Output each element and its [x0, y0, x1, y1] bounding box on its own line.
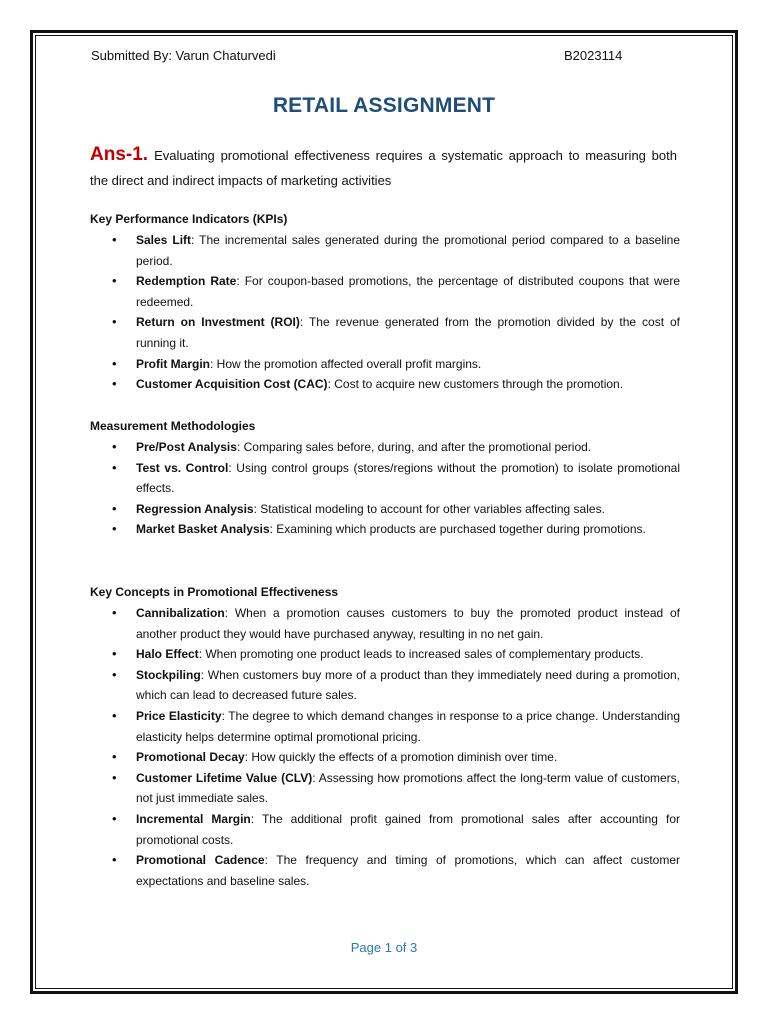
list-item: • Halo Effect: When promoting one product leads to increased sales of complementary products.	[90, 644, 680, 665]
list-item: • Return on Investment (ROI): The revenue generated from the promotion divided by the cost of running it.	[112, 314, 680, 350]
bullet-icon: •	[112, 852, 117, 868]
bullet-list	[90, 230, 680, 395]
list-item: • Customer Acquisition Cost (CAC): Cost to acquire new customers through the promotion.	[90, 374, 680, 395]
page-number: Page 1 of 3	[350, 940, 418, 955]
section-methodologies	[90, 417, 680, 540]
list-item: • Sales Lift: The incremental sales generated during the promotional period compared to a baseline period.	[112, 232, 681, 268]
list-item: • Customer Lifetime Value (CLV): Assessing how promotions affect the long-term value of customers, not just immediate sales.	[112, 769, 680, 806]
list-item: • Price Elasticity: The degree to which demand changes in response to a price change. Understanding elasticity helps determine optimal promotional pricing.	[112, 707, 681, 744]
bullet-icon: •	[112, 810, 117, 826]
bullet-icon: •	[112, 521, 117, 537]
bullet-icon: •	[112, 459, 117, 475]
answer-label: Ans-1.	[90, 144, 149, 165]
list-item: • Promotional Decay: How quickly the effects of a promotion diminish over time.	[90, 747, 680, 768]
bullet-icon: •	[112, 273, 117, 289]
bullet-icon: •	[112, 646, 117, 662]
document-title: RETAIL ASSIGNMENT	[272, 94, 496, 117]
answer-intro	[90, 142, 677, 193]
submitted-by: Submitted By: Varun Chaturvedi	[91, 48, 276, 63]
bullet-icon: •	[112, 707, 117, 723]
roll-number: B2023114	[564, 48, 623, 63]
bullet-icon: •	[112, 749, 117, 765]
section-heading: Key Performance Indicators (KPIs)	[90, 212, 288, 226]
bullet-icon: •	[112, 605, 117, 620]
list-item: • Regression Analysis: Statistical modeling to account for other variables affecting sales.	[90, 499, 680, 520]
bullet-icon: •	[112, 355, 117, 371]
section-heading: Key Concepts in Promotional Effectiveness	[90, 585, 339, 599]
list-item: • Market Basket Analysis: Examining which products are purchased together during promotions.	[90, 519, 680, 540]
list-item: • Pre/Post Analysis: Comparing sales before, during, and after the promotional period.	[90, 437, 680, 458]
list-item: • Profit Margin: How the promotion affected overall profit margins.	[90, 354, 680, 375]
bullet-list	[90, 603, 680, 891]
bullet-icon: •	[112, 232, 117, 247]
bullet-icon: •	[112, 314, 117, 330]
bullet-icon: •	[112, 769, 117, 785]
section-heading: Measurement Methodologies	[90, 419, 256, 433]
answer-intro-text: Evaluating promotional effectiveness requires a systematic approach to measuring both the direct and indirect impacts of marketing activities	[90, 148, 677, 188]
list-item: • Promotional Cadence: The frequency and timing of promotions, which can affect customer expectations and baseline sales.	[112, 852, 680, 888]
bullet-list	[90, 437, 680, 540]
section-key-concepts	[90, 583, 680, 891]
section-kpis	[90, 210, 680, 395]
list-item: • Cannibalization: When a promotion causes customers to buy the promoted product instead of another product they would have purchased anyway, resulting in no net gain.	[112, 605, 680, 641]
list-item: • Redemption Rate: For coupon-based promotions, the percentage of distributed coupons that were redeemed.	[112, 273, 680, 309]
list-item: • Stockpiling: When customers buy more of a product than they immediately need during a promotion, which can lead to decreased future sales.	[112, 666, 680, 703]
bullet-icon: •	[112, 500, 117, 516]
list-item: • Incremental Margin: The additional profit gained from promotional sales after accounting for promotional costs.	[112, 810, 681, 847]
bullet-icon: •	[112, 439, 117, 454]
bullet-icon: •	[112, 666, 117, 682]
list-item: • Test vs. Control: Using control groups (stores/regions without the promotion) to isolate promotional effects.	[112, 459, 680, 496]
bullet-icon: •	[112, 376, 117, 392]
